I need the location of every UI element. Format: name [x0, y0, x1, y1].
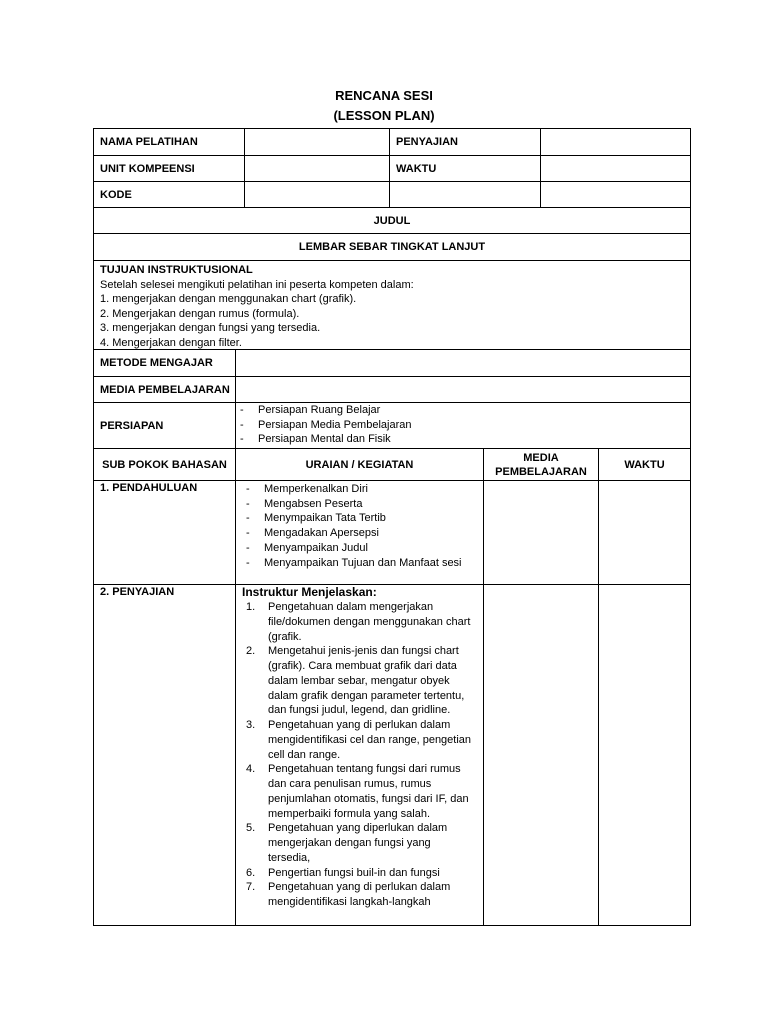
- persiapan-list-cell: [236, 403, 691, 448]
- label-judul: JUDUL: [94, 208, 691, 233]
- list-item: - Persiapan Media Pembelajaran: [236, 418, 690, 433]
- penyajian-heading: Instruktur Menjelaskan:: [242, 585, 377, 599]
- objective-item: 3. mengerjakan dengan fungsi yang tersedia.: [100, 322, 321, 335]
- value-nama-pelatihan[interactable]: [245, 129, 390, 155]
- objectives-block: [94, 261, 691, 349]
- list-item: - Mengabsen Peserta: [242, 497, 467, 512]
- header-waktu: WAKTU: [599, 449, 691, 480]
- document-title: RENCANA SESI: [335, 88, 433, 103]
- list-item: 2. Mengetahui jenis-jenis dan fungsi chart (grafik). Cara membuat grafik dari data dalam lembar sebar, mengatur obyek dalam grafik dengan parameter tertentu, dan fungsi judul, legend, dan gridline.: [246, 645, 465, 717]
- list-item: - Menympaikan Tata Tertib: [242, 511, 467, 526]
- list-item: - Menyampaikan Judul: [242, 541, 467, 556]
- table-row-pendahuluan: [94, 481, 691, 585]
- objective-item: 2. Mengerjakan dengan rumus (formula).: [100, 307, 300, 320]
- row-unit-kompetensi: [94, 156, 691, 182]
- penyajian-list: [242, 600, 475, 910]
- value-unit-kompetensi[interactable]: [245, 156, 390, 181]
- objectives-intro: Setelah selesei mengikuti pelatihan ini peserta kompeten dalam:: [100, 278, 414, 291]
- row-judul-label: [94, 208, 691, 234]
- row-kode: [94, 182, 691, 208]
- label-nama-pelatihan: NAMA PELATIHAN: [94, 129, 245, 155]
- list-item: 7. Pengetahuan yang di perlukan dalam mengidentifikasi langkah-langkah: [246, 881, 451, 908]
- row-judul-value: [94, 234, 691, 261]
- pendahuluan-activities: [236, 481, 484, 584]
- label-metode: METODE MENGAJAR: [94, 350, 236, 376]
- empty-cell: [541, 182, 691, 207]
- persiapan-list: [236, 403, 690, 447]
- objectives-heading: TUJUAN INSTRUKTUSIONAL: [100, 264, 253, 276]
- waktu-pendahuluan[interactable]: [599, 481, 691, 584]
- objective-item: 4. Mengerjakan dengan filter.: [100, 336, 242, 349]
- list-item: 5. Pengetahuan yang diperlukan dalam mengerjakan dengan fungsi yang tersedia,: [246, 822, 448, 864]
- list-item: - Persiapan Mental dan Fisik: [236, 432, 690, 447]
- list-item: 6. Pengertian fungsi buil-in dan fungsi: [246, 866, 440, 879]
- header-uraian: URAIAN / KEGIATAN: [236, 449, 484, 480]
- list-item: 3. Pengetahuan yang di perlukan dalam mengidentifikasi cel dan range, pengetian cell dan range.: [246, 719, 472, 761]
- value-media[interactable]: [236, 377, 691, 402]
- row-metode: [94, 350, 691, 377]
- penyajian-activities: [236, 585, 484, 925]
- pendahuluan-list: [242, 482, 467, 570]
- value-penyajian[interactable]: [541, 129, 691, 155]
- empty-cell: [390, 182, 541, 207]
- row-media: [94, 377, 691, 403]
- table-row-penyajian: [94, 585, 691, 926]
- value-judul: LEMBAR SEBAR TINGKAT LANJUT: [94, 234, 691, 260]
- objective-item: 1. mengerjakan dengan menggunakan chart (grafik).: [100, 293, 357, 306]
- row-persiapan: [94, 403, 691, 449]
- label-pendahuluan: 1. PENDAHULUAN: [94, 481, 236, 584]
- list-item: 1. Pengetahuan dalam mengerjakan file/dokumen dengan menggunakan chart (grafik.: [246, 601, 471, 643]
- label-penyajian-section: 2. PENYAJIAN: [94, 585, 236, 925]
- label-penyajian: PENYAJIAN: [390, 129, 541, 155]
- value-kode[interactable]: [245, 182, 390, 207]
- document-subtitle: (LESSON PLAN): [333, 108, 435, 123]
- list-item: - Menyampaikan Tujuan dan Manfaat sesi: [242, 556, 467, 571]
- row-nama-pelatihan: [94, 129, 691, 156]
- table-header-row: [94, 449, 691, 481]
- lesson-plan-table: [93, 128, 691, 926]
- value-waktu[interactable]: [541, 156, 691, 181]
- label-kode: KODE: [94, 182, 245, 207]
- label-unit-kompetensi: UNIT KOMPEENSI: [94, 156, 245, 181]
- media-penyajian[interactable]: [484, 585, 599, 925]
- value-metode[interactable]: [236, 350, 691, 376]
- list-item: - Mengadakan Apersepsi: [242, 526, 467, 541]
- list-item: 4. Pengetahuan tentang fungsi dari rumus dan cara penulisan rumus, rumus penjumlahan otomatis, fungsi dari IF, dan memperbaiki formula yang salah.: [246, 763, 469, 820]
- list-item: - Persiapan Ruang Belajar: [236, 403, 690, 418]
- list-item: - Memperkenalkan Diri: [242, 482, 467, 497]
- label-waktu: WAKTU: [390, 156, 541, 181]
- header-media: MEDIA PEMBELAJARAN: [484, 449, 599, 480]
- media-pendahuluan[interactable]: [484, 481, 599, 584]
- row-tujuan: [94, 261, 691, 350]
- label-media: MEDIA PEMBELAJARAN: [94, 377, 236, 402]
- label-persiapan: PERSIAPAN: [94, 403, 236, 448]
- header-sub-pokok: SUB POKOK BAHASAN: [94, 449, 236, 480]
- waktu-penyajian[interactable]: [599, 585, 691, 925]
